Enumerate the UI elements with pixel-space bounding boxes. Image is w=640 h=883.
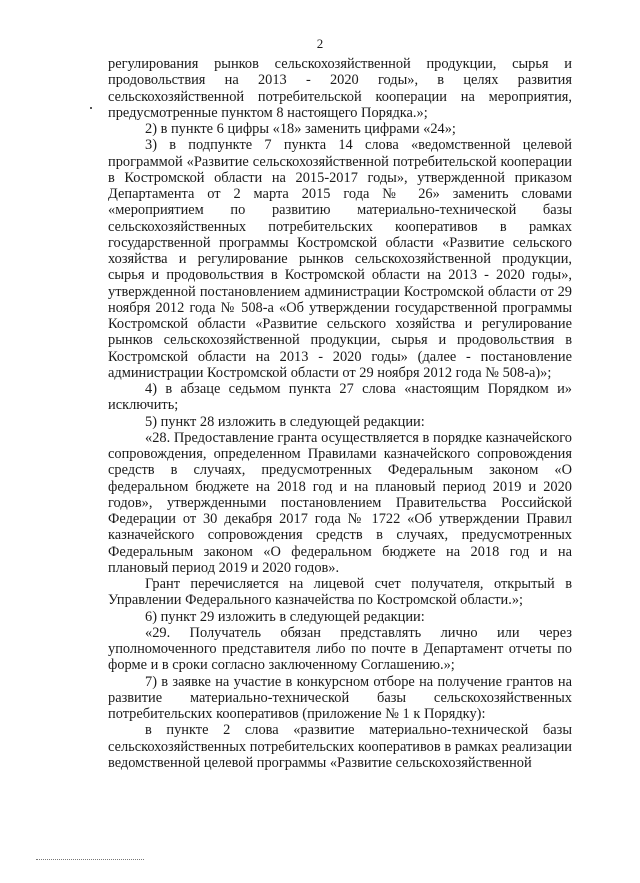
- paragraph-grant-transfer: Грант перечисляется на лицевой счет получателя, открытый в Управлении Федерального казначейства по Костромской области.»;: [108, 576, 572, 609]
- paragraph-item-7: 7) в заявке на участие в конкурсном отборе на получение грантов на развитие материально-технической базы сельскохозяйственных потребительских кооперативов (приложение № 1 к Порядку):: [108, 673, 572, 722]
- paragraph-item-5: 5) пункт 28 изложить в следующей редакции:: [145, 413, 425, 430]
- paragraph-item-6: 6) пункт 29 изложить в следующей редакции:: [145, 608, 425, 625]
- scan-mark: [90, 107, 92, 109]
- paragraph-item-3: 3) в подпункте 7 пункта 14 слова «ведомственной целевой программой «Развитие сельскохозяйственной потребительской кооперации в Костромской области на 2015-2017 годы», утвержденной приказом Департамента от 2 марта 2015 года № 26» заменить словами «мероприятием по развитию материально-технической базы сельскохозяйственных потребительских кооперативов в рамках государственной программы Костромской области «Развитие сельского хозяйства и регулирование рынков сельскохозяйственной продукции, сырья и продовольствия в Костромской области на 2013 - 2020 годы», утвержденной постановлением администрации Костромской области от 29 ноября 2012 года № 508-а «Об утверждении государственной программы Костромской области «Развитие сельского хозяйства и регулирование рынков сельскохозяйственной продукции, сырья и продовольствия в Костромской области на 2013 - 2020 годы» (далее - постановление администрации Костромской области от 29 ноября 2012 года № 508-а)»;: [108, 137, 572, 381]
- footer-rule: [36, 859, 144, 860]
- paragraph-item-4: 4) в абзаце седьмом пункта 27 слова «настоящим Порядком и» исключить;: [108, 381, 572, 414]
- paragraph-quote-29: «29. Получатель обязан представлять лично или через уполномоченного представителя либо по почте в Департамент отчеты по форме и в сроки согласно заключенному Соглашению.»;: [108, 624, 572, 674]
- page-number: 2: [316, 36, 324, 51]
- paragraph-continuation: регулирования рынков сельскохозяйственной продукции, сырья и продовольствия на 2013 - 2020 годы», в целях развития сельскохозяйственной потребительской кооперации на мероприятия, предусмотренные пунктом 8 настоящего Порядка.»;: [108, 56, 572, 121]
- document-body: [108, 56, 572, 771]
- paragraph-point-2: в пункте 2 слова «развитие материально-технической базы сельскохозяйственных потребительских кооперативов в рамках реализации ведомственной целевой программы «Развитие сельскохозяйственной: [108, 722, 572, 771]
- paragraph-quote-28: «28. Предоставление гранта осуществляется в порядке казначейского сопровождения, определенном Правилами казначейского сопровождения средств в случаях, предусмотренных Федеральным законом «О федеральном бюджете на 2018 год и на плановый период 2019 и 2020 годов», утвержденными постановлением Правительства Российской Федерации от 30 декабря 2017 года № 1722 «Об утверждении Правил казначейского сопровождения средств в случаях, предусмотренных Федеральным законом «О федеральном бюджете на 2018 год и на плановый период 2019 и 2020 годов».: [108, 429, 572, 576]
- paragraph-item-2: 2) в пункте 6 цифры «18» заменить цифрами «24»;: [145, 121, 456, 137]
